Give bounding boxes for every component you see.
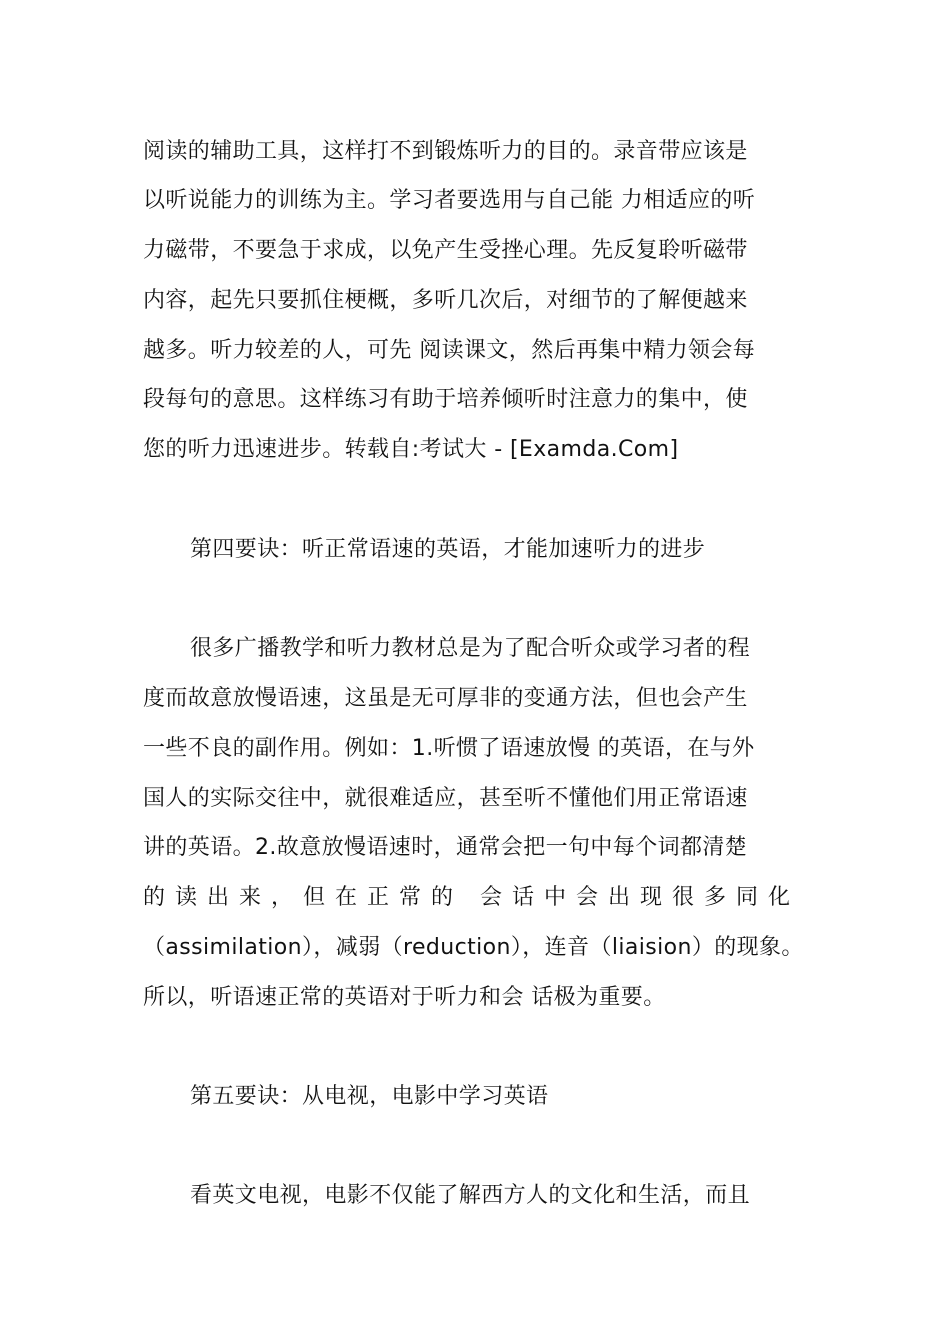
paragraph-line: 以听说能力的训练为主。学习者要选用与自己能 力相适应的听	[143, 188, 756, 213]
paragraph-line: 内容，起先只要抓住梗概，多听几次后，对细节的了解便越来	[143, 288, 748, 313]
paragraph-line: 讲的英语。2.故意放慢语速时，通常会把一句中每个词都清楚	[143, 835, 748, 860]
paragraph-line: 国人的实际交往中，就很难适应，甚至听不懂他们用正常语速	[143, 786, 748, 811]
paragraph-line: 力磁带，不要急于求成，以免产生受挫心理。先反复聆听磁带	[143, 238, 748, 263]
paragraph-line: 度而故意放慢语速，这虽是无可厚非的变通方法，但也会产生	[143, 686, 748, 711]
paragraph-line: 您的听力迅速进步。转载自:考试大 - [Examda.Com]	[143, 437, 679, 462]
paragraph-line: 阅读的辅助工具，这样打不到锻炼听力的目的。录音带应该是	[143, 139, 748, 164]
paragraph-line: （assimilation），减弱（reduction），连音（liaision）的现象。	[143, 935, 804, 960]
paragraph-line: 的读出来，但在正常的 会话中会出现很多同化	[143, 885, 800, 910]
paragraph-line: 一些不良的副作用。例如：1.听惯了语速放慢 的英语，在与外	[143, 736, 755, 761]
paragraph-line: 越多。听力较差的人，可先 阅读课文，然后再集中精力领会每	[143, 338, 756, 363]
paragraph-line: 所以，听语速正常的英语对于听力和会 话极为重要。	[143, 985, 666, 1010]
paragraph-line: 段每句的意思。这样练习有助于培养倾听时注意力的集中，使	[143, 387, 748, 412]
section-heading-4: 第四要诀：听正常语速的英语，才能加速听力的进步	[190, 537, 706, 562]
paragraph-line: 很多广播教学和听力教材总是为了配合听众或学习者的程	[190, 636, 751, 661]
paragraph-line: 看英文电视，电影不仅能了解西方人的文化和生活，而且	[190, 1183, 751, 1208]
section-heading-5: 第五要诀：从电视，电影中学习英语	[190, 1084, 549, 1109]
